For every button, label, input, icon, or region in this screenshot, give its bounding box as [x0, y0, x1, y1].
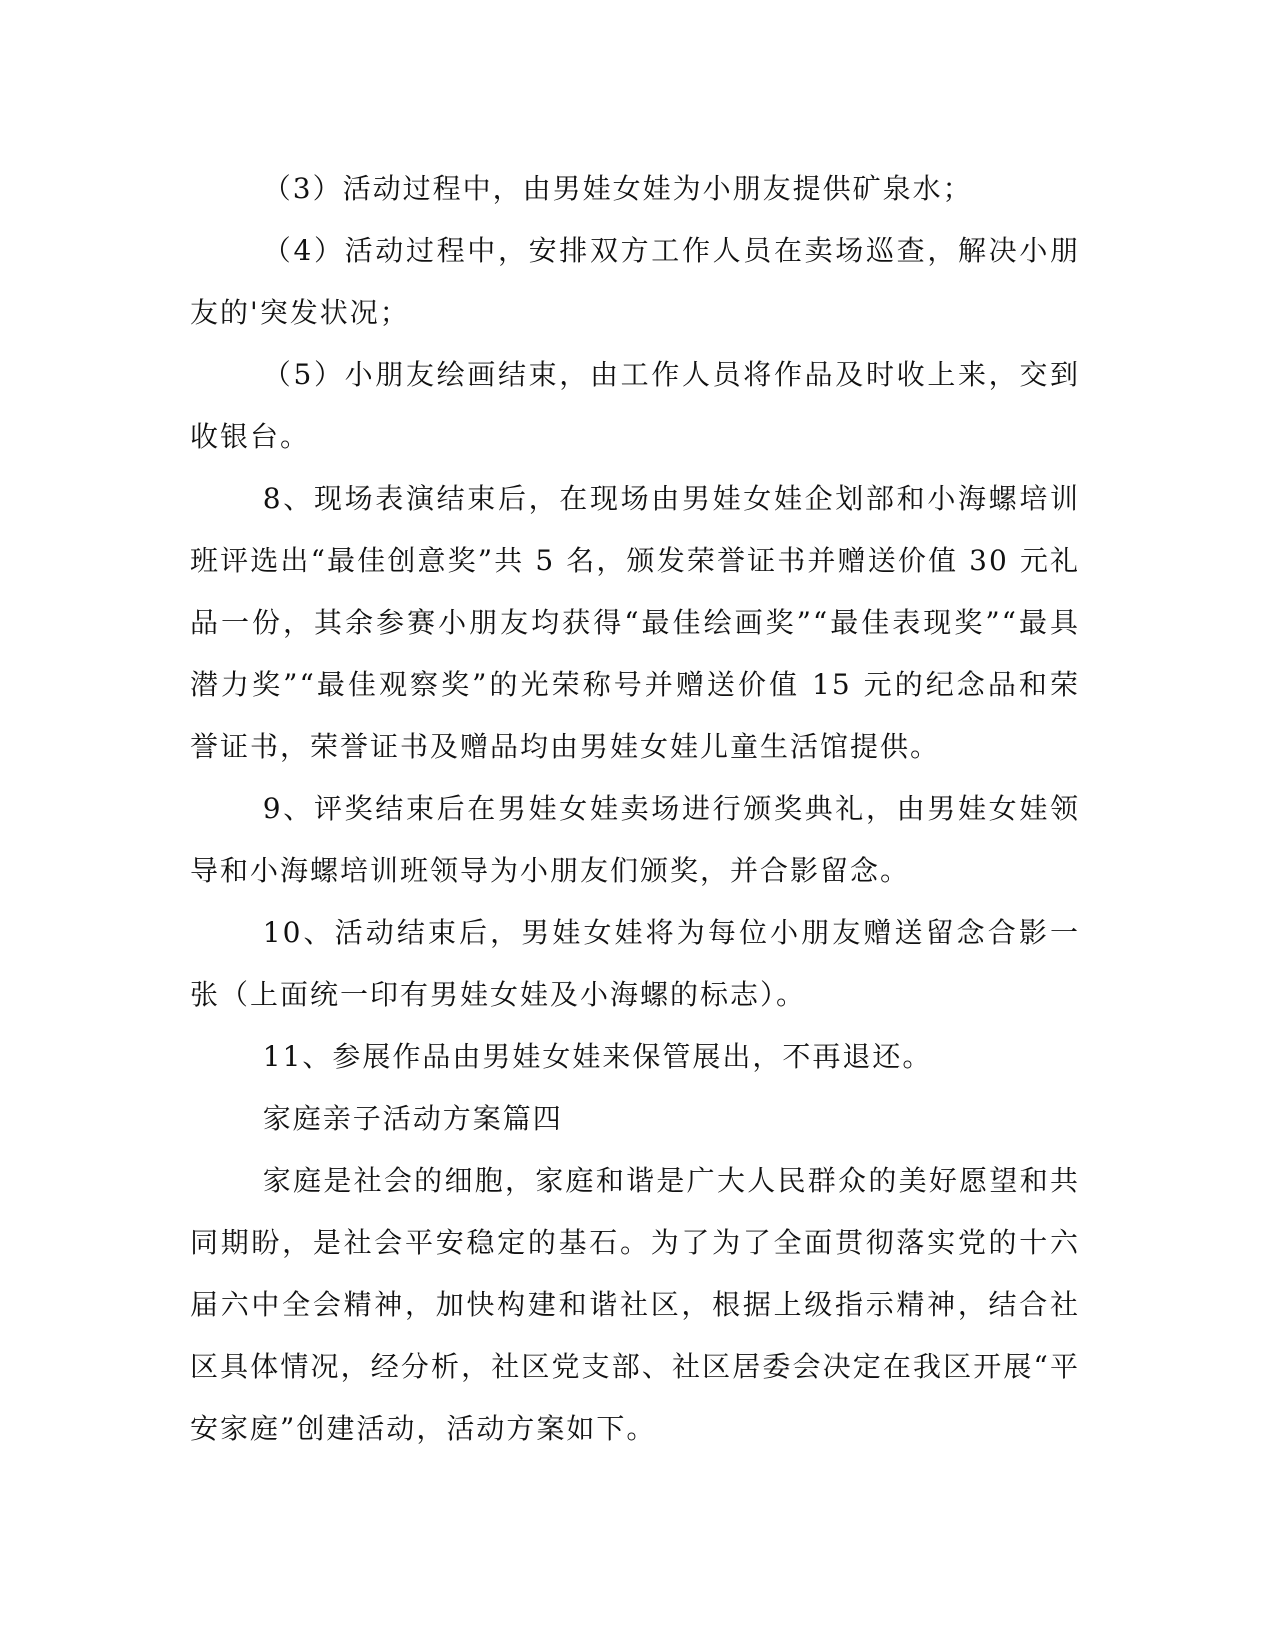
paragraph-step-9: 9、评奖结束后在男娃女娃卖场进行颁奖典礼，由男娃女娃领导和小海螺培训班领导为小朋友们颁奖，并合影留念。: [190, 792, 1080, 887]
paragraph-item-5: （5）小朋友绘画结束，由工作人员将作品及时收上来，交到收银台。: [190, 358, 1080, 453]
paragraph-step-11: 11、参展作品由男娃女娃来保管展出，不再退还。: [262, 1040, 933, 1073]
document-body: [190, 158, 1080, 1460]
paragraph-item-3: （3）活动过程中，由男娃女娃为小朋友提供矿泉水；: [262, 172, 973, 205]
paragraph-step-10: 10、活动结束后，男娃女娃将为每位小朋友赠送留念合影一张（上面统一印有男娃女娃及小海螺的标志）。: [190, 916, 1080, 1011]
paragraph-item-4: （4）活动过程中，安排双方工作人员在卖场巡查，解决小朋友的'突发状况；: [190, 234, 1080, 329]
intro-paragraph: 家庭是社会的细胞，家庭和谐是广大人民群众的美好愿望和共同期盼，是社会平安稳定的基石。为了为了全面贯彻落实党的十六届六中全会精神，加快构建和谐社区，根据上级指示精神，结合社区具体情况，经分析，社区党支部、社区居委会决定在我区开展“平安家庭”创建活动，活动方案如下。: [190, 1164, 1080, 1445]
paragraph-step-8: 8、现场表演结束后，在现场由男娃女娃企划部和小海螺培训班评选出“最佳创意奖”共 5 名，颁发荣誉证书并赠送价值 30 元礼品一份，其余参赛小朋友均获得“最佳绘画奖”“最佳表现奖”“最具潜力奖”“最佳观察奖”的光荣称号并赠送价值 15 元的纪念品和荣誉证书，荣誉证书及赠品均由男娃女娃儿童生活馆提供。: [190, 482, 1080, 763]
section-heading: 家庭亲子活动方案篇四: [262, 1102, 563, 1135]
